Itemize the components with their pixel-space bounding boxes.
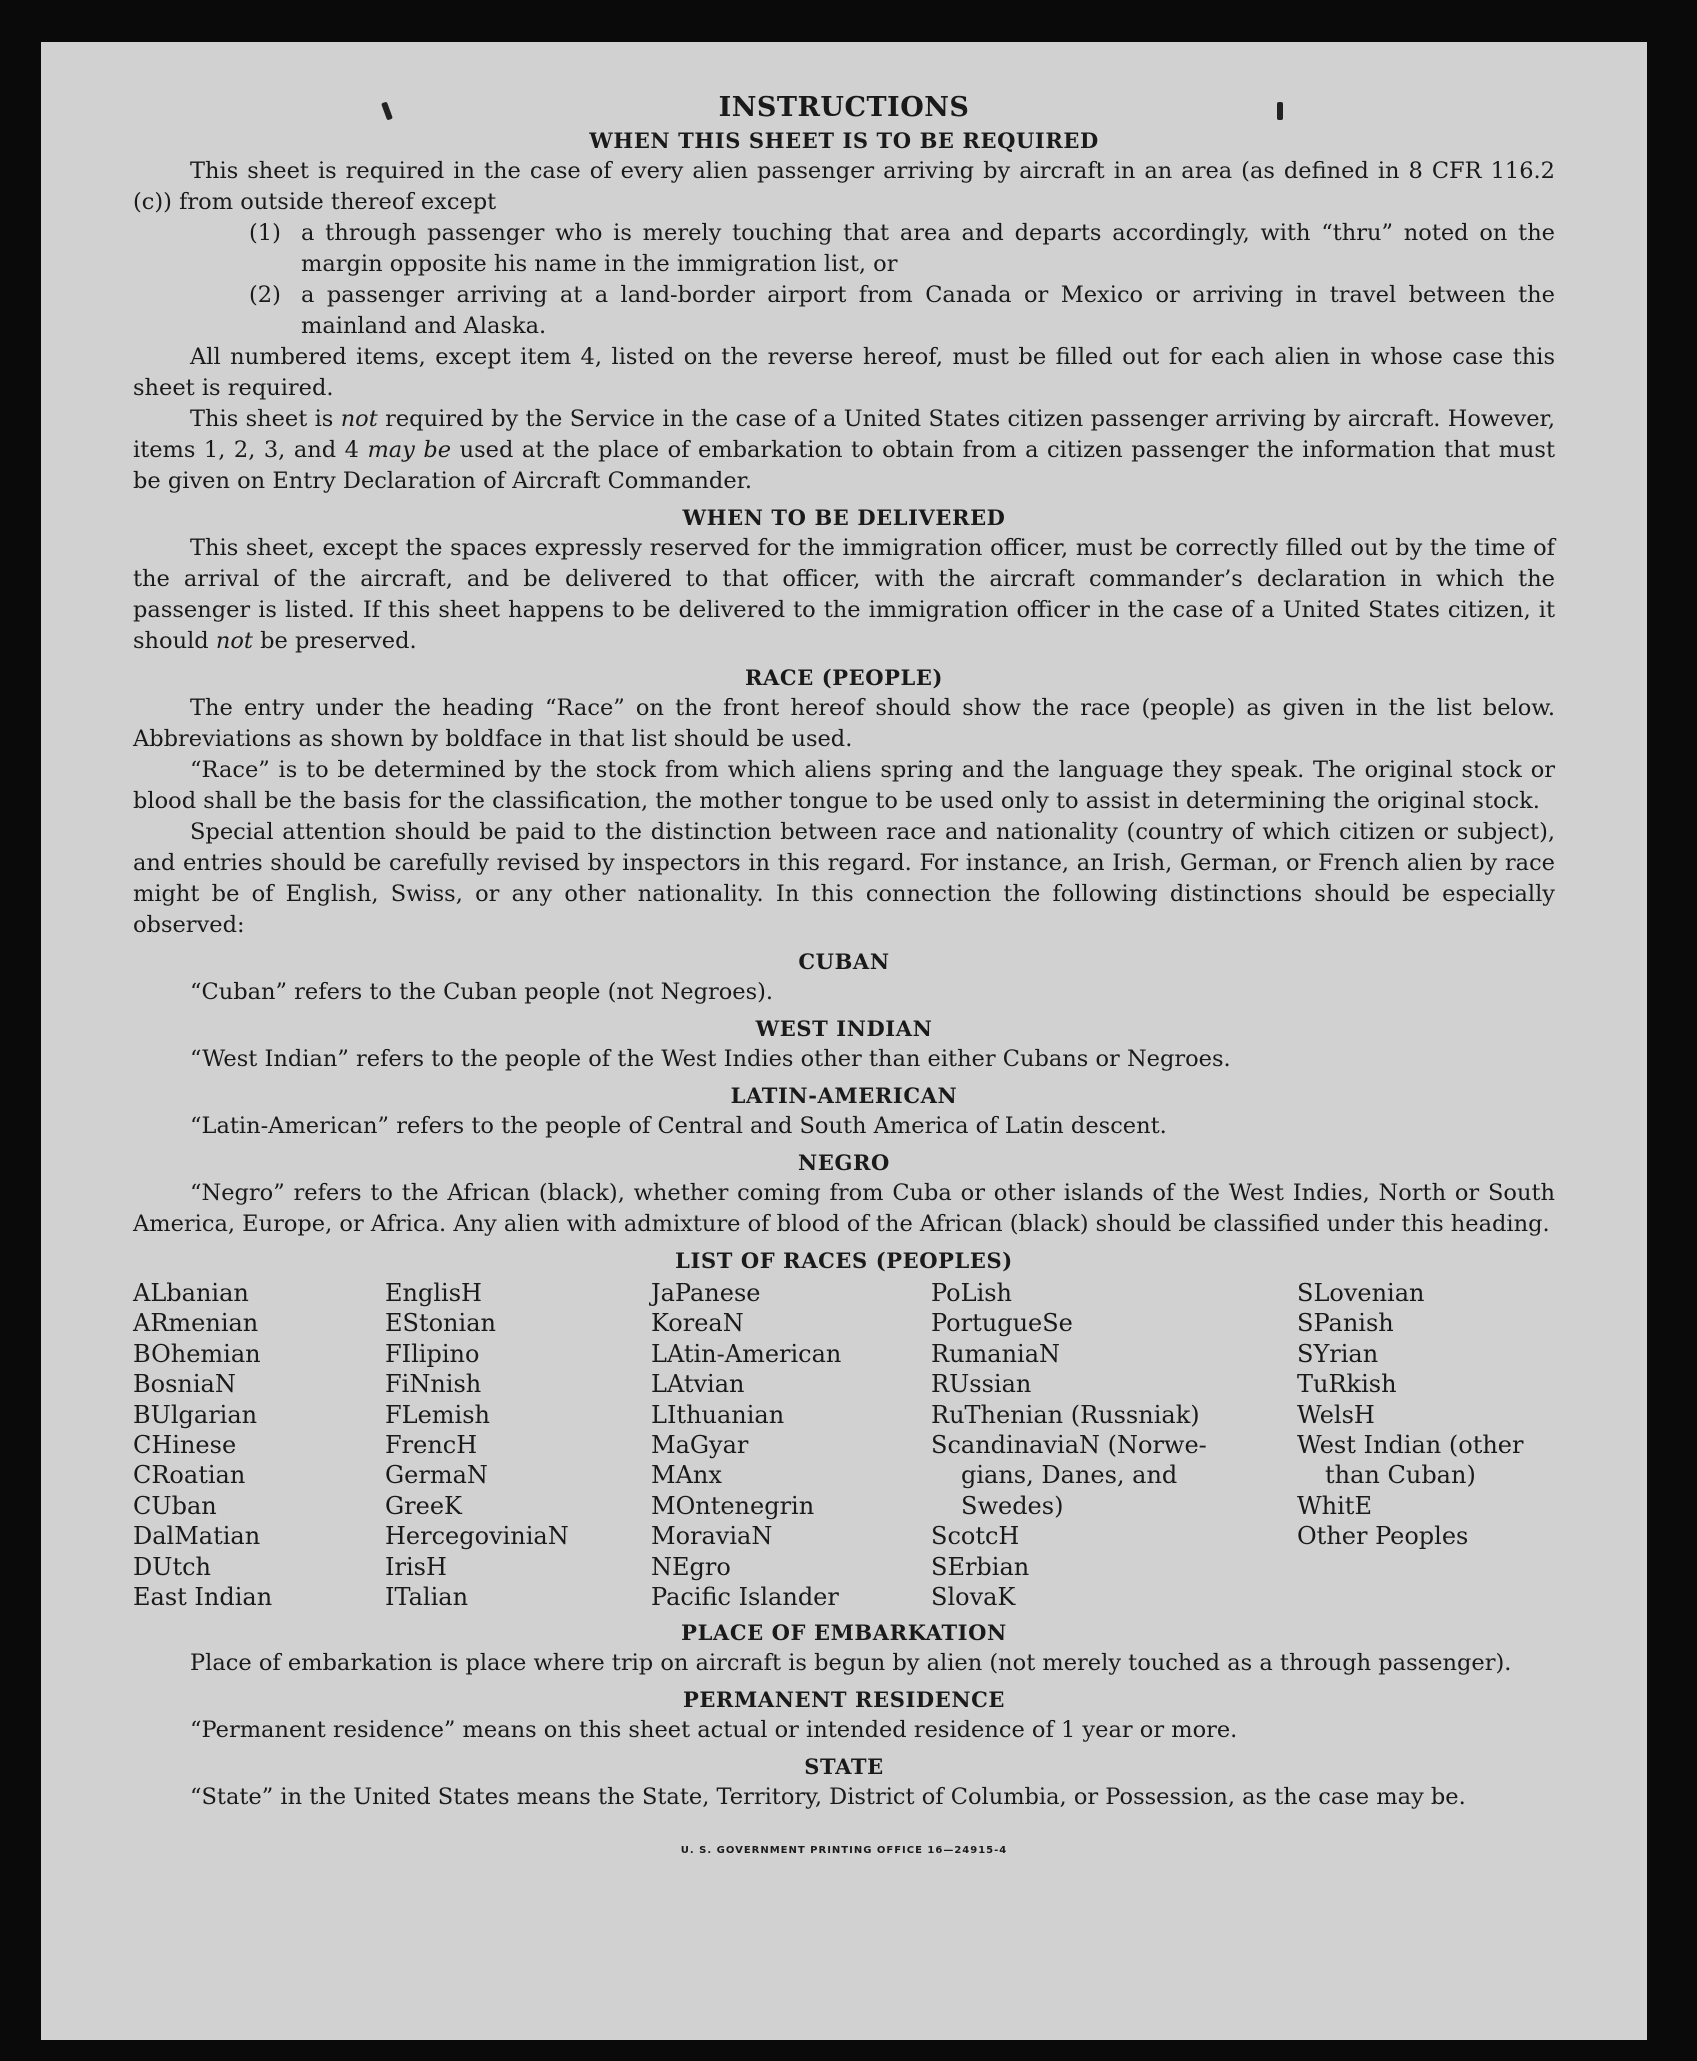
emphasis-not: not [340,406,378,432]
race-entry: MOntenegrin [651,1491,815,1520]
race-entry: BUlgarian [133,1400,258,1429]
delivered-text [133,533,1555,657]
race-entry: SPanish [1297,1309,1394,1338]
race-entry: RumaniaN [931,1339,1061,1368]
race-column-1 [133,1278,385,1612]
race-entry: FIlipino [385,1339,480,1368]
printing-office-footer: U. S. GOVERNMENT PRINTING OFFICE 16—24915-4 [680,1845,1008,1857]
west-indian-text: “West Indian” refers to the people of the West Indies other than either Cubans or Negroes. [190,1046,1231,1072]
race-entry: MAnx [651,1461,722,1490]
heading-permanent-residence: PERMANENT RESIDENCE [682,1687,1006,1713]
heading-latin-american: LATIN-AMERICAN [730,1083,958,1108]
race-entry: LAtvian [651,1370,745,1399]
state-text: “State” in the United States means the State, Territory, District of Columbia, or Possession, as the case may be. [190,1784,1466,1811]
race-entry: JaPanese [651,1279,761,1307]
heading-race: RACE (PEOPLE) [744,665,944,690]
race-para-1: The entry under the heading “Race” on the front hereof should show the race (people) as given in the list below. Abbreviations as shown by boldface in that list should be used. [133,695,1555,752]
race-entry: CRoatian [133,1461,246,1490]
required-para-2: All numbered items, except item 4, listed on the reverse hereof, must be filled out for each alien in whose case this sheet is required. [133,344,1555,401]
race-entry: RUssian [931,1370,1032,1399]
race-para-3: Special attention should be paid to the distinction between race and nationality (country of which citizen or subject), and entries should be carefully revised by inspectors in this regard. For instance, an Irish, German, or French alien by race might be of English, Swiss, or any other nationality. In this connection the following distinctions should be especially observed: [133,819,1555,938]
race-para-2: “Race” is to be determined by the stock from which aliens spring and the language they speak. The original stock or blood shall be the basis for the classification, the mother tongue to be used only to assist in determining the original stock. [133,757,1555,814]
race-entry: PortugueSe [931,1309,1073,1338]
heading-negro: NEGRO [798,1150,890,1175]
emphasis-may-be: may be [367,437,452,463]
exception-text: a passenger arriving at a land-border airport from Canada or Mexico or arriving in travel between the mainland and Alaska. [301,282,1555,339]
race-entry: FiNnish [385,1370,482,1399]
text-span: required by the Service in the case of a United States citizen passenger arriving by aircraft. However, items 1, 2, 3, and 4 [133,406,1555,463]
race-entry: PoLish [931,1279,1013,1307]
race-entry: BosniaN [133,1370,236,1399]
race-entry: IrisH [385,1552,447,1581]
race-entry: LAtin-American [651,1339,842,1368]
latin-american-text: “Latin-American” refers to the people of Central and South America of Latin descent. [190,1113,1167,1139]
text-span: be preserved. [252,628,417,654]
heading-west-indian: WEST INDIAN [755,1016,933,1041]
required-para-3 [133,404,1555,497]
race-entry: EStonian [385,1309,496,1338]
race-column-5 [1297,1278,1547,1612]
embarkation-text: Place of embarkation is place where trip on aircraft is begun by alien (not merely touched as a through passenger). [190,1650,1512,1677]
race-entry: East Indian [133,1583,273,1612]
cuban-text: “Cuban” refers to the Cuban people (not Negroes). [190,979,774,1005]
race-entry: DUtch [133,1552,212,1581]
heading-when-delivered: WHEN TO BE DELIVERED [682,505,1006,530]
exception-item-2 [249,280,1555,342]
negro-text: “Negro” refers to the African (black), whether coming from Cuba or other islands of the West Indies, North or South America, Europe, or Africa. Any alien with admixture of blood of the African (black) should be classified under this heading. [133,1180,1555,1237]
instruction-sheet [41,42,1647,2040]
race-entry: FrencH [385,1431,478,1460]
race-entry: EnglisH [385,1279,482,1307]
emphasis-not: not [215,628,253,654]
text-span: used at the place of embarkation to obtain from a citizen passenger the information that must be given on Entry Declaration of Aircraft Commander. [133,437,1555,494]
race-entry: CHinese [133,1431,237,1460]
race-entry: Pacific Islander [651,1583,839,1612]
exception-number: (1) [249,220,281,246]
race-entry: ITalian [385,1583,469,1612]
race-entry: Other Peoples [1297,1522,1469,1551]
race-entry: DalMatian [133,1522,261,1551]
race-entry: West Indian (other [1297,1431,1524,1460]
race-entry: ARmenian [133,1309,259,1338]
race-entry: ALbanian [133,1279,249,1307]
race-list [133,1278,1555,1612]
race-entry: Swedes) [961,1491,1064,1520]
heading-cuban: CUBAN [798,949,890,974]
race-entry: WhitE [1297,1491,1372,1520]
race-entry: ScandinaviaN (Norwe- [931,1431,1207,1460]
heading-list-of-races: LIST OF RACES (PEOPLES) [675,1248,1013,1273]
race-entry: SLovenian [1297,1279,1425,1307]
text-span: This sheet is [190,406,341,432]
text-span: This sheet, except the spaces expressly reserved for the immigration officer, must be correctly filled out by the time of the arrival of the aircraft, and be delivered to that officer, with the aircraft commander’s declaration in which the passenger is listed. If this sheet happens to be delivered to the immigration officer in the case of a United States citizen, it should [133,535,1555,654]
page-title: INSTRUCTIONS [718,92,970,123]
exception-item-1 [249,218,1555,280]
race-entry: SErbian [931,1552,1030,1581]
race-entry: TuRkish [1297,1370,1397,1399]
race-entry: MaGyar [651,1431,749,1460]
race-entry: RuThenian (Russniak) [931,1400,1200,1429]
race-entry: gians, Danes, and [961,1461,1178,1490]
exception-text: a through passenger who is merely touching that area and departs accordingly, with “thru” noted on the margin opposite his name in the immigration list, or [301,220,1555,277]
race-entry: BOhemian [133,1339,261,1368]
heading-place-of-embarkation: PLACE OF EMBARKATION [681,1620,1007,1646]
race-entry: KoreaN [651,1309,744,1338]
exception-number: (2) [249,282,281,308]
race-entry: CUban [133,1491,217,1520]
heading-state: STATE [804,1754,884,1780]
race-entry: GreeK [385,1491,462,1520]
race-column-2 [385,1278,651,1612]
race-entry: GermaN [385,1461,488,1490]
race-entry: SlovaK [931,1583,1016,1612]
race-entry: LIthuanian [651,1400,785,1429]
race-column-4 [931,1278,1297,1612]
required-intro: This sheet is required in the case of every alien passenger arriving by aircraft in an area (as defined in 8 CFR 116.2 (c)) from outside thereof except [133,158,1555,215]
punch-mark-right [1277,102,1283,120]
race-entry: SYrian [1297,1339,1379,1368]
race-entry: NEgro [651,1552,731,1581]
heading-when-required: WHEN THIS SHEET IS TO BE REQUIRED [589,128,1099,153]
residence-text: “Permanent residence” means on this sheet actual or intended residence of 1 year or more. [190,1717,1238,1744]
race-entry: than Cuban) [1325,1461,1476,1490]
race-entry: HercegoviniaN [385,1522,569,1551]
race-entry: ScotcH [931,1522,1020,1551]
race-entry: MoraviaN [651,1522,773,1551]
race-column-3 [651,1278,931,1612]
race-entry: FLemish [385,1400,490,1429]
race-entry: WelsH [1297,1400,1375,1429]
